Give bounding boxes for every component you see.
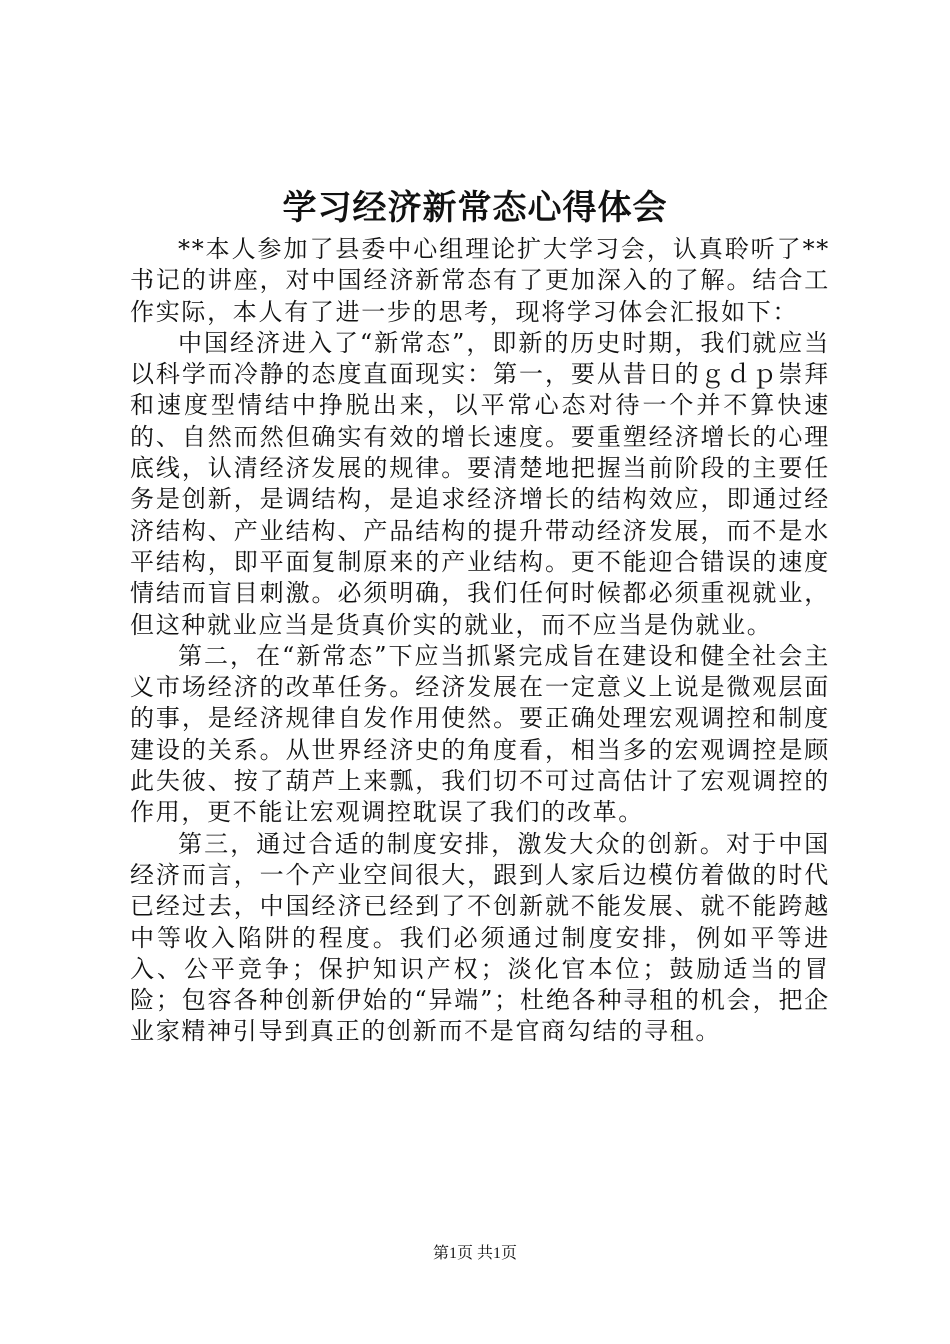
paragraph-third-point: 第三，通过合适的制度安排，激发大众的创新。对于中国经济而言，一个产业空间很大，跟到人家后边模仿着做的时代已经过去，中国经济已经到了不创新就不能发展、就不能跨越中等收入陷阱的程度。我们必须通过制度安排，例如平等进入、公平竞争；保护知识产权；淡化官本位；鼓励适当的冒险；包容各种创新伊始的“异端”；杜绝各种寻租的机会，把企业家精神引导到真正的创新而不是官商勾结的寻租。 xyxy=(130,829,830,1046)
paragraph-intro: **本人参加了县委中心组理论扩大学习会，认真聆听了**书记的讲座，对中国经济新常态有了更加深入的了解。结合工作实际，本人有了进一步的思考，现将学习体会汇报如下： xyxy=(130,235,830,326)
paragraph-first-point: 中国经济进入了“新常态”，即新的历史时期，我们就应当以科学而冷静的态度直面现实：第一，要从昔日的ｇｄｐ崇拜和速度型情结中挣脱出来，以平常心态对待一个并不算快速的、自然而然但确实有效的增长速度。要重塑经济增长的心理底线，认清经济发展的规律。要清楚地把握当前阶段的主要任务是创新，是调结构，是追求经济增长的结构效应，即通过经济结构、产业结构、产品结构的提升带动经济发展，而不是水平结构，即平面复制原来的产业结构。更不能迎合错误的速度情结而盲目刺激。必须明确，我们任何时候都必须重视就业，但这种就业应当是货真价实的就业，而不应当是伪就业。 xyxy=(130,328,830,639)
document-title: 学习经济新常态心得体会 xyxy=(282,188,668,228)
page-number-footer: 第1页 共1页 xyxy=(432,1245,517,1262)
document-body xyxy=(130,234,830,1048)
paragraph-second-point: 第二，在“新常态”下应当抓紧完成旨在建设和健全社会主义市场经济的改革任务。经济发展在一定意义上说是微观层面的事，是经济规律自发作用使然。要正确处理宏观调控和制度建设的关系。从世界经济史的角度看，相当多的宏观调控是顾此失彼、按了葫芦上来瓢，我们切不可过高估计了宏观调控的作用，更不能让宏观调控耽误了我们的改革。 xyxy=(130,641,830,827)
